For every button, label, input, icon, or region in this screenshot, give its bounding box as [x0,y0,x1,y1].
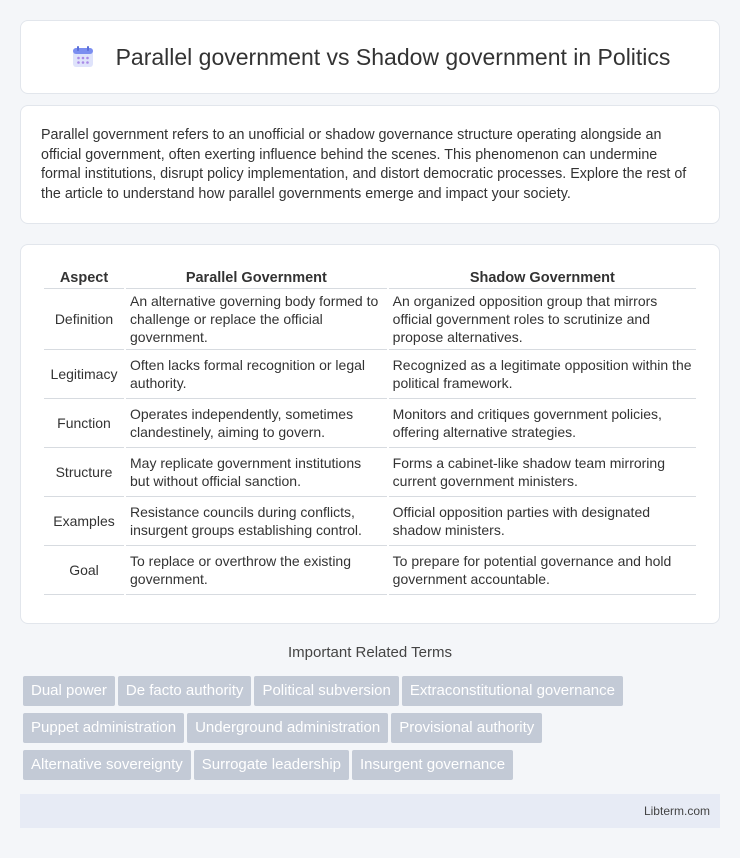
calendar-icon [70,44,96,70]
cell-shadow: Official opposition parties with designated shadow ministers. [389,497,696,546]
footer [20,794,720,828]
cell-aspect: Examples [44,497,124,546]
tag-link[interactable]: Extraconstitutional governance [402,676,623,706]
header-aspect: Aspect [44,265,124,289]
cell-aspect: Function [44,399,124,448]
cell-parallel: Operates independently, sometimes clandestinely, aiming to govern. [126,399,387,448]
table-row [44,497,696,546]
comparison-card [20,244,720,624]
table-row [44,289,696,350]
cell-shadow: Forms a cabinet-like shadow team mirroring current government ministers. [389,448,696,497]
cell-parallel: May replicate government institutions but without official sanction. [126,448,387,497]
tag-link[interactable]: Puppet administration [23,713,184,743]
cell-aspect: Definition [44,289,124,350]
related-terms-title: Important Related Terms [288,644,452,661]
header-parallel: Parallel Government [126,265,387,289]
table-row [44,448,696,497]
intro-card [20,105,720,224]
cell-aspect: Goal [44,546,124,595]
cell-shadow: To prepare for potential governance and hold government accountable. [389,546,696,595]
cell-parallel: Resistance councils during conflicts, insurgent groups establishing control. [126,497,387,546]
cell-aspect: Legitimacy [44,350,124,399]
table-header-row [44,265,696,289]
tag-link[interactable]: Insurgent governance [352,750,513,780]
comparison-table [42,265,698,595]
cell-shadow: An organized opposition group that mirrors official government roles to scrutinize and propose alternatives. [389,289,696,350]
cell-parallel: To replace or overthrow the existing government. [126,546,387,595]
cell-parallel: An alternative governing body formed to challenge or replace the official government. [126,289,387,350]
intro-text: Parallel government refers to an unofficial or shadow governance structure operating alongside an official government, often exerting influence behind the scenes. This phenomenon can undermine formal institutions, disrupt policy implementation, and distort democratic processes. Explore the rest of the article to understand how parallel governments emerge and impact your society. [41,127,687,202]
header-shadow: Shadow Government [389,265,696,289]
page-title: Parallel government vs Shadow government in Politics [115,43,671,70]
tag-link[interactable]: Alternative sovereignty [23,750,191,780]
tag-link[interactable]: De facto authority [118,676,252,706]
header-card [20,20,720,94]
cell-shadow: Monitors and critiques government policies, offering alternative strategies. [389,399,696,448]
tag-link[interactable]: Provisional authority [391,713,542,743]
cell-aspect: Structure [44,448,124,497]
tag-link[interactable]: Political subversion [254,676,398,706]
related-tags [23,676,723,787]
tag-link[interactable]: Surrogate leadership [194,750,349,780]
table-row [44,350,696,399]
footer-site-link[interactable]: Libterm.com [643,804,710,818]
table-row [44,399,696,448]
cell-shadow: Recognized as a legitimate opposition within the political framework. [389,350,696,399]
cell-parallel: Often lacks formal recognition or legal authority. [126,350,387,399]
tag-link[interactable]: Underground administration [187,713,388,743]
tag-link[interactable]: Dual power [23,676,115,706]
table-row [44,546,696,595]
